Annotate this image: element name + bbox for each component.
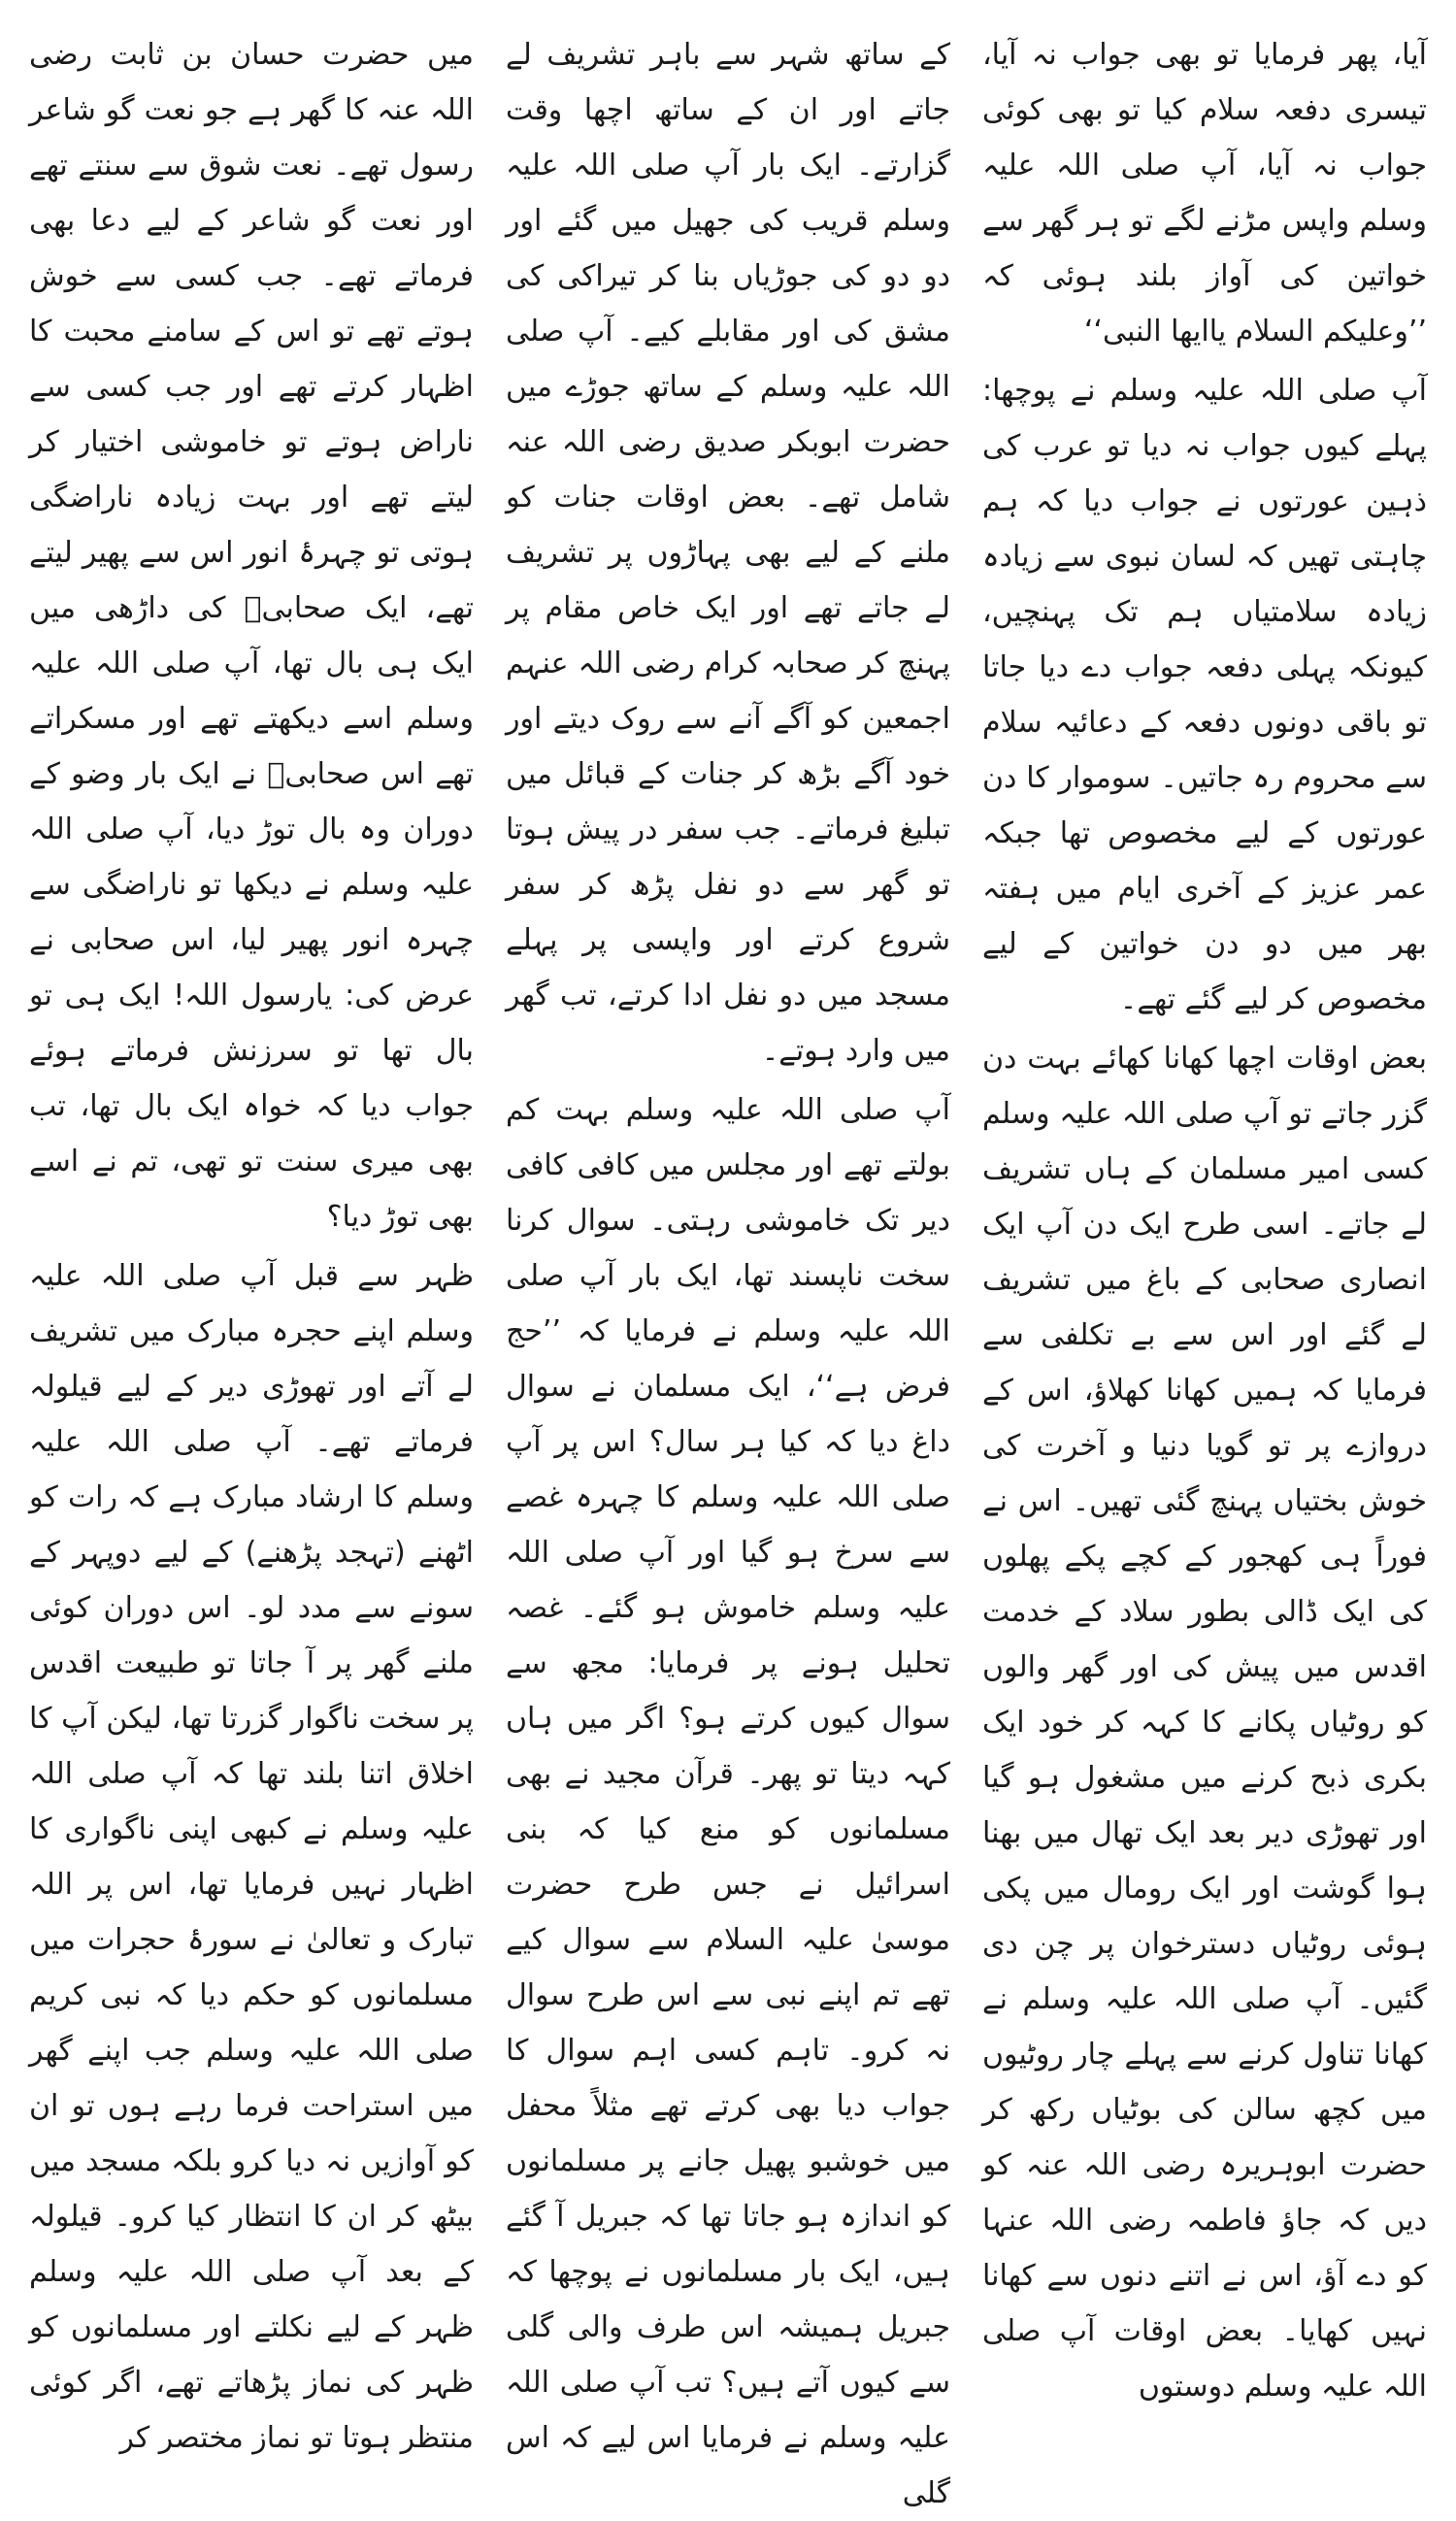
paragraph: ظہر سے قبل آپ صلی اللہ علیہ وسلم اپنے حجرہ مبارک میں تشریف لے آتے اور تھوڑی دیر کے لیے قیلولہ فرماتے تھے۔ آپ صلی اللہ علیہ وسلم کا ارشاد مبارک ہے کہ رات کو اٹھنے (تہجد پڑھنے) کے لیے دوپہر کے سونے سے مدد لو۔ اس دوران کوئی ملنے گھر پر آ جاتا تو طبیعت اقدس پر سخت ناگوار گزرتا تھا، لیکن آپ کا اخلاق اتنا بلند تھا کہ آپ صلی اللہ علیہ وسلم نے کبھی اپنی ناگواری کا اظہار نہیں فرمایا تھا، اس پر اللہ تبارک و تعالیٰ نے سورۂ حجرات میں مسلمانوں کو حکم دیا کہ نبی کریم صلی اللہ علیہ وسلم جب اپنے گھر میں استراحت فرما رہے ہوں تو ان کو آوازیں نہ دیا کرو بلکہ مسجد میں بیٹھ کر ان کا انتظار کیا کرو۔ قیلولہ کے بعد آپ صلی اللہ علیہ وسلم ظہر کے لیے نکلتے اور مسلمانوں کو ظہر کی نماز پڑھاتے تھے، اگر کوئی منتظر ہوتا تو نماز مختصر کر — [29, 1259, 474, 2455]
paragraph: کے ساتھ شہر سے باہر تشریف لے جاتے اور ان کے ساتھ اچھا وقت گزارتے۔ ایک بار آپ صلی اللہ علیہ وسلم قریب کی جھیل میں گئے اور دو دو کی جوڑیاں بنا کر تیراکی کی مشق کی اور مقابلے کیے۔ آپ صلی اللہ علیہ وسلم کے ساتھ جوڑے میں حضرت ابوبکر صدیق رضی اللہ عنہ شامل تھے۔ بعض اوقات جنات کو ملنے کے لیے بھی پہاڑوں پر تشریف لے جاتے تھے اور ایک خاص مقام پر پہنچ کر صحابہ کرام رضی اللہ عنہم اجمعین کو آگے آنے سے روک دیتے اور خود آگے بڑھ کر جنات کے قبائل میں تبلیغ فرماتے۔ جب سفر در پیش ہوتا تو گھر سے دو نفل پڑھ کر سفر شروع کرتے اور واپسی پر پہلے مسجد میں دو نفل ادا کرتے، تب گھر میں وارد ہوتے۔ — [506, 38, 950, 1068]
paragraph: آپ صلی اللہ علیہ وسلم بہت کم بولتے تھے اور مجلس میں کافی کافی دیر تک خاموشی رہتی۔ سوال کرنا سخت ناپسند تھا، ایک بار آپ صلی اللہ علیہ وسلم نے فرمایا کہ ’’حج فرض ہے‘‘، ایک مسلمان نے سوال داغ دیا کہ کیا ہر سال؟ اس پر آپ صلی اللہ علیہ وسلم کا چہرہ غصے سے سرخ ہو گیا اور آپ صلی اللہ علیہ وسلم خاموش ہو گئے۔ غصہ تحلیل ہونے پر فرمایا: مجھ سے سوال کیوں کرتے ہو؟ اگر میں ہاں کہہ دیتا تو پھر۔ قرآن مجید نے بھی مسلمانوں کو منع کیا کہ بنی اسرائیل نے جس طرح حضرت موسیٰ علیہ السلام سے سوال کیے تھے تم اپنے نبی سے اس طرح سوال نہ کرو۔ تاہم کسی اہم سوال کا جواب دیا بھی کرتے تھے مثلاً محفل میں خوشبو پھیل جانے پر مسلمانوں کو اندازہ ہو جاتا تھا کہ جبریل آ گئے ہیں، ایک بار مسلمانوں نے پوچھا کہ جبریل ہمیشہ اس طرف والی گلی سے کیوں آتے ہیں؟ تب آپ صلی اللہ علیہ وسلم نے فرمایا اس لیے کہ اس گلی — [506, 1093, 950, 2510]
column-middle — [506, 27, 950, 2510]
paragraph: میں حضرت حسان بن ثابت رضی اللہ عنہ کا گھر ہے جو نعت گو شاعر رسول تھے۔ نعت شوق سے سنتے تھے اور نعت گو شاعر کے لیے دعا بھی فرماتے تھے۔ جب کسی سے خوش ہوتے تھے تو اس کے سامنے محبت کا اظہار کرتے تھے اور جب کسی سے ناراض ہوتے تو خاموشی اختیار کر لیتے تھے اور بہت زیادہ ناراضگی ہوتی تو چہرۂ انور اس سے پھیر لیتے تھے، ایک صحابیؓ کی داڑھی میں ایک ہی بال تھا، آپ صلی اللہ علیہ وسلم اسے دیکھتے تھے اور مسکراتے تھے اس صحابیؓ نے ایک بار وضو کے دوران وہ بال توڑ دیا، آپ صلی اللہ علیہ وسلم نے دیکھا تو ناراضگی سے چہرہ انور پھیر لیا، اس صحابی نے عرض کی: یارسول اللہ! ایک ہی تو بال تھا تو سرزنش فرماتے ہوئے جواب دیا کہ خواہ ایک بال تھا، تب بھی میری سنت تو تھی، تم نے اسے بھی توڑ دیا؟ — [29, 38, 474, 1234]
text-columns — [29, 27, 1427, 2510]
paragraph: آپ صلی اللہ علیہ وسلم نے پوچھا: پہلے کیوں جواب نہ دیا تو عرب کی ذہین عورتوں نے جواب دیا کہ ہم چاہتی تھیں کہ لسان نبوی سے زیادہ زیادہ سلامتیاں ہم تک پہنچیں، کیونکہ پہلی دفعہ جواب دے دیا جاتا تو باقی دونوں دفعہ کے دعائیہ سلام سے محروم رہ جاتیں۔ سوموار کا دن عورتوں کے لیے مخصوص تھا جبکہ عمر عزیز کے آخری ایام میں ہفتہ بھر میں دو دن خواتین کے لیے مخصوص کر لیے گئے تھے۔ — [982, 374, 1427, 1016]
column-right — [982, 27, 1427, 2404]
column-left — [29, 27, 474, 2455]
paragraph: بعض اوقات اچھا کھانا کھائے بہت دن گزر جاتے تو آپ صلی اللہ علیہ وسلم کسی امیر مسلمان کے ہاں تشریف لے جاتے۔ اسی طرح ایک دن آپ ایک انصاری صحابی کے باغ میں تشریف لے گئے اور اس سے بے تکلفی سے فرمایا کہ ہمیں کھانا کھلاؤ، اس کے دروازے پر تو گویا دنیا و آخرت کی خوش بختیاں پہنچ گئی تھیں۔ اس نے فوراً ہی کھجور کے کچے پکے پھلوں کی ایک ڈالی بطور سلاد کے خدمت اقدس میں پیش کی اور گھر والوں کو روٹیاں پکانے کا کہہ کر خود ایک بکری ذبح کرنے میں مشغول ہو گیا اور تھوڑی دیر بعد ایک تھال میں بھنا ہوا گوشت اور ایک رومال میں پکی ہوئی روٹیاں دسترخوان پر چن دی گئیں۔ آپ صلی اللہ علیہ وسلم نے کھانا تناول کرنے سے پہلے چار روٹیوں میں کچھ سالن کی بوٹیاں رکھ کر حضرت ابوہریرہ رضی اللہ عنہ کو دیں کہ جاؤ فاطمہ رضی اللہ عنہا کو دے آؤ، اس نے اتنے دنوں سے کھانا نہیں کھایا۔ بعض اوقات آپ صلی اللہ علیہ وسلم دوستوں — [982, 1042, 1427, 2404]
paragraph: آیا، پھر فرمایا تو بھی جواب نہ آیا، تیسری دفعہ سلام کیا تو بھی کوئی جواب نہ آیا، آپ صلی اللہ علیہ وسلم واپس مڑنے لگے تو ہر گھر سے خواتین کی آواز بلند ہوئی کہ ’’وعلیکم السلام یاایھا النبی‘‘ — [982, 38, 1427, 348]
